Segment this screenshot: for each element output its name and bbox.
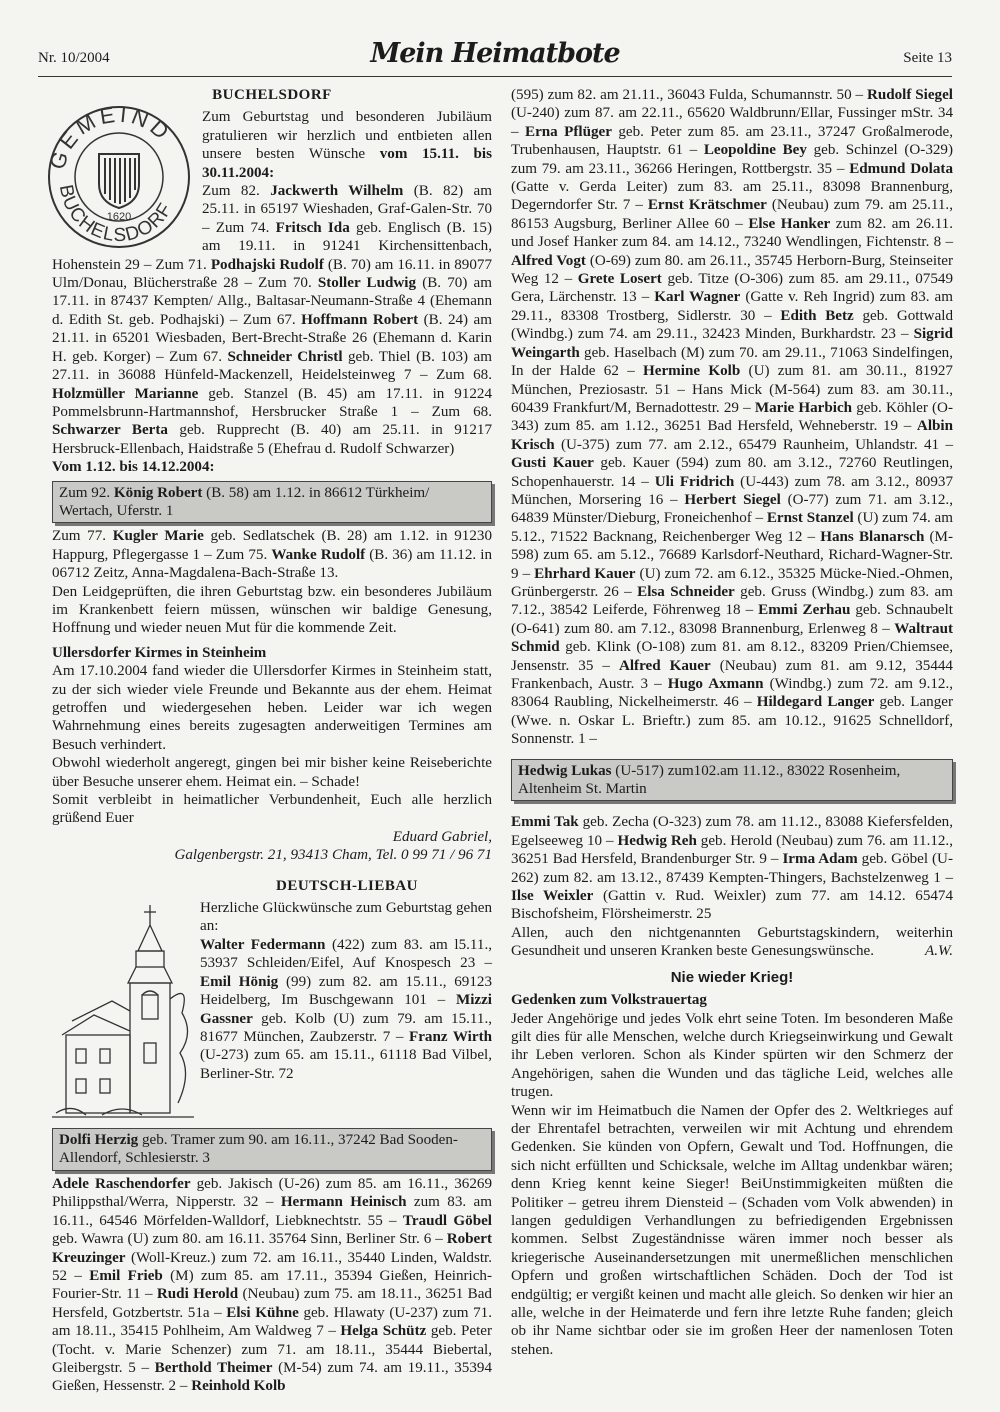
page-number: Seite 13 xyxy=(903,50,952,66)
kirmes-paragraph-3: Somit verbleibt in heimatlicher Verbundenheit, Euch alle herzlich grüßend Euer xyxy=(52,792,492,827)
wishes-paragraph: Den Leidgeprüften, die ihren Geburtstag bzw. ein besonderes Jubiläum im Krankenbett feiern müssen, wünschen wir baldige Genesung, Hoffnung und wieder neuen Mut für die kommende Zeit. xyxy=(52,583,492,637)
deutsch-liebau-birthdays: Walter Federmann (422) zum 83. am l5.11., 53937 Schleiden/Eifel, Auf Knospesch 23 – Emil Hönig (99) zum 82. am 15.11., 69123 Heidelberg, Im Buschgewann 101 – Mizzi Gassner geb. Kolb (U) zum 79. am 15.11., 81677 München, Zaubzerstr. 7 – Franz Wirth (U-273) zum 65. am 15.11., 61118 Bad Vilbel, Berliner-Str. 72 xyxy=(200,936,492,1082)
buchelsdorf-intro: Zum Geburtstag und besonderen Jubiläum gratulieren wir herzlich und entbieten allen unsere besten Wünsche vom 15.11. bis 30.11.2004: xyxy=(202,109,492,181)
closing-wishes: Allen, auch den nichtgenannten Geburtstagskindern, weiterhin Gesundheit und unseren Kranken beste Genesungswünsche. A.W. xyxy=(511,924,953,960)
gedenken-paragraph-2: Wenn wir im Heimatbuch die Namen der Opfer des 2. Weltkrieges auf der Ehrentafel betrachten, verweilen wir mit Achtung und ehrendem Gedenken. Sie künden von Opfern, Gewalt und Tod. Hoffnungen, die sich nicht erfüllten und Schicksale, welche im Alltag undenkbar wären; denn Krieg kennt keine Sieger! BeiUnstimmigkeiten müßten die Politiker – getreu ihrem Diensteid – (Schaden vom Volk abwenden) in langen geduldigen Verhandlungen zu befriedigenden Ergebnissen kommen. Selbst Zugeständnisse wären immer noch besser als kriegerische Auseinandersetzungen mit unermeßlichen menschlichen Opfern und großen wirtschaftlichen Schäden. Doch der Tod ist endgültig; er vergißt keinen und macht alle gleich. So denken wir hier an alle, welche in der Heimaterde und fern ihre letzte Ruhe fanden; gleich ob ihr Name sichtbar oder sie im großen Heer der namenlosen Toten stehen. xyxy=(511,1102,953,1358)
section-title-kirmes: Ullersdorfer Kirmes in Steinheim xyxy=(52,644,267,661)
birthday-list-continued: (595) zum 82. am 21.11., 36043 Fulda, Schumannstr. 50 – Rudolf Siegel (U-240) zum 87. am 22.11., 65620 Waldbrunn/Ellar, Fussinger mStr. 34 – Erna Pflüger geb. Peter zum 85. am 23.11., 37247 Großalmerode, Trubenhausen, Hauptstr. 61 – Leopoldine Bey geb. Schinzel (O-329) zum 79. am 23.11., 36266 Heringen, Rottbergstr. 35 – Edmund Dolata (Gatte v. Gerda Leiter) zum 83. am 25.11., 83098 Brannenburg, Degerndorfer Str. 7 – Ernst Krätschmer (Neubau) zum 79. am 25.11., 86153 Augsburg, Berliner Allee 60 – Else Hanker zum 82. am 26.11. und Josef Hanker zum 84. am 14.12., 73240 Wendlingen, Fichtenstr. 8 – Alfred Vogt (O-69) zum 80. am 26.11., 35745 Herborn-Burg, Steinseiter Weg 12 – Grete Losert geb. Titze (O-306) zum 85. am 29.11., 07549 Gera, Lärchenstr. 13 – Karl Wagner (Gatte v. Reh Ingrid) zum 83. am 29.11., 83308 Trostberg, Sidlerstr. 30 – Edith Betz geb. Gottwald (Windbg.) zum 74. am 29.11., 32423 Minden, Burkhardstr. 23 – Sigrid Weingarth geb. Haselbach (M) zum 70. am 29.11., 71063 Sindelfingen, In der Halde 62 – Hermine Kolb (U) zum 81. am 30.11., 81927 München, Preziosastr. 51 – Hans Mick (M-564) zum 83. am 30.11., 60439 Frankfurt/M, Bernadottestr. 29 – Marie Harbich geb. Köhler (O-343) zum 85. am 1.12., 36251 Bad Hersfeld, Wehneberstr. 19 – Albin Krisch (U-375) zum 77. am 2.12., 65479 Raunheim, Uhlandstr. 41 – Gusti Kauer geb. Kauer (594) zum 80. am 3.12., 72760 Reutlingen, Schopenhauerstr. 14 – Uli Fridrich (U-443) zum 78. am 3.12., 80937 München, Morsering 16 – Herbert Siegel (O-77) zum 71. am 3.12., 64839 Münster/Dieburg, Froneichenhof – Ernst Stanzel (U) zum 74. am 5.12., 71522 Backnang, Reichenberger Weg 12 – Hans Blanarsch (M-598) zum 65. am 5.12., 76689 Karlsdorf-Neuthard, Richard-Wagner-Str. 9 – Ehrhard Kauer (U) zum 72. am 6.12., 35325 Mücke-Nied.-Ohmen, Grünbergerstr. 26 – Elsa Schneider geb. Gruss (Windbg.) zum 83. am 7.12., 38542 Leiferde, Föhrenweg 18 – Emmi Zerhau geb. Schnaubelt (O-641) zum 80. am 7.12., 83098 Brannenburg, Erlenweg 8 – Waltraut Schmid geb. Klink (O-108) zum 81. am 8.12., 83209 Prien/Chiemsee, Jensenstr. 35 – Alfred Kauer (Neubau) zum 81. am 9.12, 35444 Frankenbach, Austr. 3 – Hugo Axmann (Windbg.) zum 72. am 9.12., 83064 Raubling, Nickelheimerstr. 46 – Hildegard Langer geb. Langer (Wwe. n. Oskar L. Brieftr.) zum 85. am 10.12., 91625 Schnelldorf, Sonnenstr. 1 – xyxy=(511,87,954,748)
kirmes-address: Galgenbergstr. 21, 93413 Cham, Tel. 0 99 71 / 96 71 xyxy=(174,847,492,864)
highlight-box-lukas: Hedwig Lukas (U-517) zum102.am 11.12., 83022 Rosenheim, Altenheim St. Martin xyxy=(511,759,953,802)
highlight-box-herzig: Dolfi Herzig geb. Tramer zum 90. am 16.11., 37242 Bad Sooden-Allendorf, Schlesierstr. 3 xyxy=(52,1128,492,1171)
header-rule xyxy=(38,76,952,77)
section-title-gedenken: Gedenken zum Volkstrauertag xyxy=(511,992,707,1009)
masthead xyxy=(38,38,952,74)
deutsch-liebau-intro: Herzliche Glückwünsche zum Geburtstag gehen an: xyxy=(200,900,492,935)
left-column xyxy=(44,86,493,1396)
buchelsdorf-birthdays-december: Zum 77. Kugler Marie geb. Sedlatschek (B. 28) am 1.12. in 91230 Happurg, Pflegergasse 1 – Zum 75. Wanke Rudolf (B. 36) am 11.12. in 06712 Zeitz, Anna-Magdalena-Bach-Straße 13. xyxy=(52,528,492,582)
issue-number: Nr. 10/2004 xyxy=(38,50,110,66)
church-drawing-icon xyxy=(52,903,194,1128)
deutsch-liebau-birthdays-continued: Adele Raschendorfer geb. Jakisch (U-26) zum 85. am 16.11., 36269 Philippsthal/Werra, Nipperstr. 32 – Hermann Heinisch zum 83. am 16.11., 64546 Mörfelden-Walldorf, Liebknechtstr. 55 – Traudl Göbel geb. Wawra (U) zum 80. am 16.11. 35764 Sinn, Berliner Str. 6 – Robert Kreuzinger (Woll-Kreuz.) zum 72. am 16.11., 35440 Linden, Waldstr. 52 – Emil Frieb (M) zum 85. am 17.11., 35394 Gießen, Heinrich-Fourier-Str. 11 – Rudi Herold (Neubau) zum 75. am 18.11., 36251 Bad Hersfeld, Gotzbertstr. 51a – Elsi Kühne geb. Hlawaty (U-237) zum 71. am 18.11., 35415 Pohlheim, Am Waldweg 7 – Helga Schütz geb. Peter (Tocht. v. Marie Schenzer) zum 71. am 18.11., 35444 Biebertal, Gleibergstr. 5 – Berthold Theimer (M-54) zum 74. am 19.11., 35394 Gießen, Hessenstr. 2 – Reinhold Kolb xyxy=(52,1175,493,1395)
buchelsdorf-birthdays: Zum 82. Jackwerth Wilhelm (B. 82) am 25.11. in 65197 Wieshaden, Graf-Galen-Str. 70 – Zum 74. Fritsch Ida geb. Englisch (B. 15) am 19.11. in 91241 Kirchensittenbach, Hohenstein 29 – Zum 71. Podhajski Rudolf (B. 70) am 16.11. in 89077 Ulm/Donau, Blücherstraße 28 – Zum 70. Stoller Ludwig (B. 70) am 17.11. in 87437 Kempten/ Allg., Baltasar-Neumann-Straße 4 (Ehemann d. Edith St. geb. Podhajski) – Zum 67. Hoffmann Robert (B. 24) am 21.11. in 65201 Wiesbaden, Bert-Brecht-Straße 26 (Ehemann d. Karin H. geb. Korger) – Zum 67. Schneider Christl geb. Thiel (B. 103) am 27.11. in 36088 Hünfeld-Mackenzell, Heidelsteinweg 7 – Zum 68. Holzmüller Marianne geb. Stanzel (B. 45) am 17.11. in 91224 Pommelsbrunn-Hartmannshof, Hersbrucker Straße 1 – Zum 68. Schwarzer Berta geb. Rupprecht (B. 40) am 25.11. in 91217 Hersbruck-Ellenbach, Haidstraße 5 (Ehefrau d. Rudolf Schwarzer) xyxy=(52,183,493,457)
right-column xyxy=(511,86,953,1359)
gedenken-paragraph-1: Jeder Angehörige und jedes Volk ehrt seine Toten. Im besonderen Maße gilt dies für alle Menschen, welche durch Kriegseinwirkung und Gewalt ihr Leben verloren. Schon als Kinder spürten wir den Schmerz der Angehörigen, sahen die Wunden und das tägliche Leid, welches alle trugen. xyxy=(511,1010,953,1101)
section-title-nie-wieder-krieg: Nie wieder Krieg! xyxy=(670,968,794,986)
kirmes-paragraph-2: Obwohl wiederholt angeregt, gingen bei mir bisher keine Reiseberichte über Besuche unserer ehem. Heimat ein. – Schade! xyxy=(52,755,492,790)
municipal-seal-icon xyxy=(44,102,194,252)
period-december: Vom 1.12. bis 14.12.2004: xyxy=(52,459,215,476)
seal-year: 1620 xyxy=(106,211,132,224)
kirmes-author: Eduard Gabriel, xyxy=(392,828,492,845)
seal-ring-top-text: GEMEIND xyxy=(44,102,177,173)
kirmes-paragraph-1: Am 17.10.2004 fand wieder die Ullersdorfer Kirmes in Steinheim statt, zu der sich wieder viele Freunde und Bekannte aus der ehem. Heimat getroffen und wiedergesehen heben. Leider war ich wegen Wahrnehmung eines bereits zugesagten anderweitigen Termines am Besuch verhindert. xyxy=(52,663,492,753)
section-title-buchelsdorf: BUCHELSDORF xyxy=(212,87,332,103)
seal-ring-bottom-text: BUCHELSDORF xyxy=(54,183,177,247)
birthday-list-final: Emmi Tak geb. Zecha (O-323) zum 78. am 11.12., 83088 Kiefersfelden, Egelseeweg 10 – Hedwig Reh geb. Herold (Neubau) zum 76. am 11.12., 36251 Bad Hersfeld, Brandenburger Str. 9 – Irma Adam geb. Göbel (U-262) zum 82. am 13.12., 87439 Kempten-Thingers, Bachstelzenweg 1 – Ilse Weixler (Gattin v. Rud. Weixler) zum 77. am 14.12. 65474 Bischofsheim, Flörsheimerstr. 25 xyxy=(511,814,954,923)
newspaper-title: Mein Heimatbote xyxy=(370,38,620,69)
highlight-box-koenig: Zum 92. König Robert (B. 58) am 1.12. in 86612 Türkheim/ Wertach, Uferstr. 1 xyxy=(52,481,492,524)
section-title-deutsch-liebau: DEUTSCH-LIEBAU xyxy=(275,877,419,894)
